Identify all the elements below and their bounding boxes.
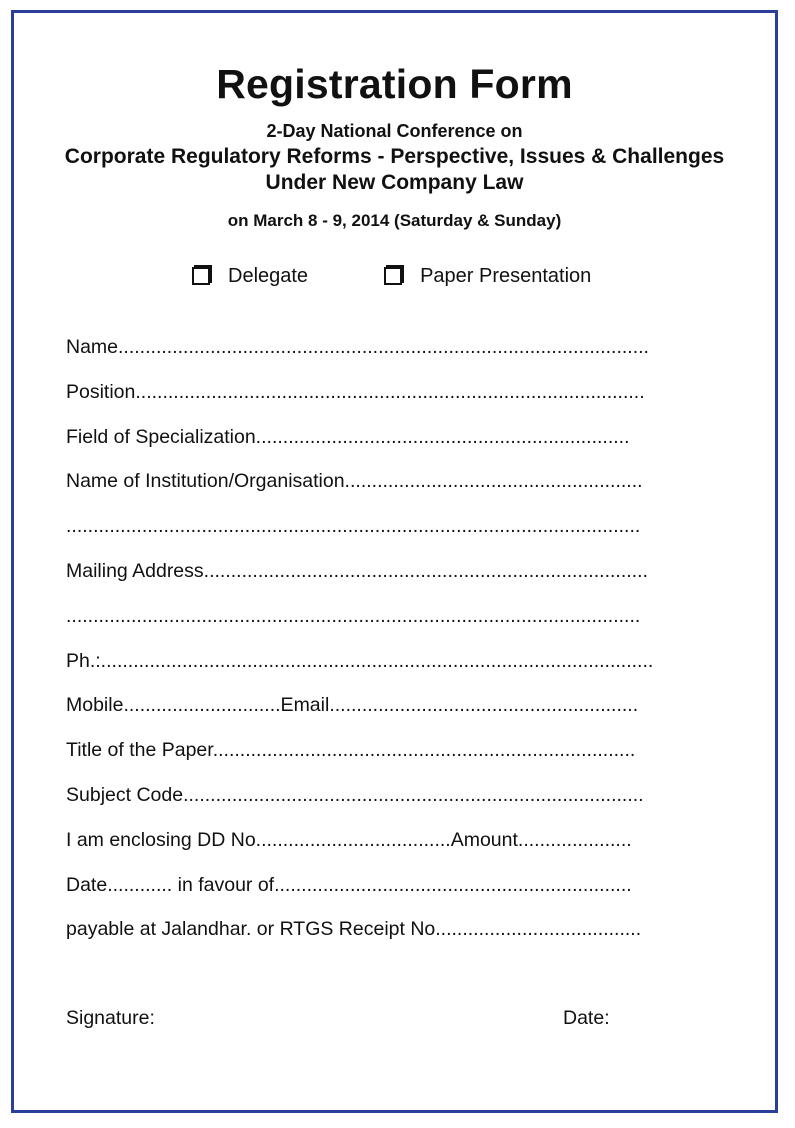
rtgs-receipt-field[interactable]: payable at Jalandhar. or RTGS Receipt No...................................... xyxy=(66,918,642,941)
dd-amount-field[interactable]: I am enclosing DD No....................................Amount..................... xyxy=(66,828,632,851)
mailing-address-continued-field[interactable]: .......................................................................................................... xyxy=(66,604,641,627)
subject-code-field[interactable]: Subject Code..................................................................................... xyxy=(66,783,644,806)
position-field[interactable]: Position.............................................................................................. xyxy=(66,380,645,403)
paper-title-field[interactable]: Title of the Paper.............................................................................. xyxy=(66,739,636,762)
paper-presentation-checkbox[interactable] xyxy=(384,267,402,285)
paper-presentation-option[interactable] xyxy=(384,265,591,288)
delegate-option[interactable] xyxy=(192,265,308,288)
conference-subtitle: Under New Company Law xyxy=(265,171,524,194)
conference-dates: on March 8 - 9, 2014 (Saturday & Sunday) xyxy=(227,211,562,230)
name-field[interactable]: Name.................................................................................................. xyxy=(66,336,649,358)
mobile-email-field[interactable]: Mobile.............................Email......................................................... xyxy=(66,694,639,717)
paper-presentation-label: Paper Presentation xyxy=(420,265,592,287)
registration-form-page xyxy=(11,10,778,1113)
specialization-field[interactable]: Field of Specialization..................................................................... xyxy=(66,425,630,448)
mailing-address-field[interactable]: Mailing Address.................................................................................. xyxy=(66,559,648,582)
institution-field[interactable]: Name of Institution/Organisation....................................................... xyxy=(66,470,643,493)
phone-field[interactable]: Ph.:...................................................................................................... xyxy=(66,649,654,672)
form-title: Registration Form xyxy=(216,61,573,107)
date-favour-field[interactable]: Date............ in favour of.................................................................. xyxy=(66,873,632,896)
date-label[interactable]: Date: xyxy=(563,1007,610,1029)
delegate-label: Delegate xyxy=(228,265,309,287)
delegate-checkbox[interactable] xyxy=(192,267,210,285)
participation-options xyxy=(192,265,591,288)
signature-label[interactable]: Signature: xyxy=(66,1007,155,1029)
conference-intro: 2-Day National Conference on xyxy=(266,121,523,141)
institution-continued-field[interactable]: .......................................................................................................... xyxy=(66,515,641,538)
form-fields xyxy=(66,335,731,962)
conference-title: Corporate Regulatory Reforms - Perspective, Issues & Challenges xyxy=(64,145,725,168)
